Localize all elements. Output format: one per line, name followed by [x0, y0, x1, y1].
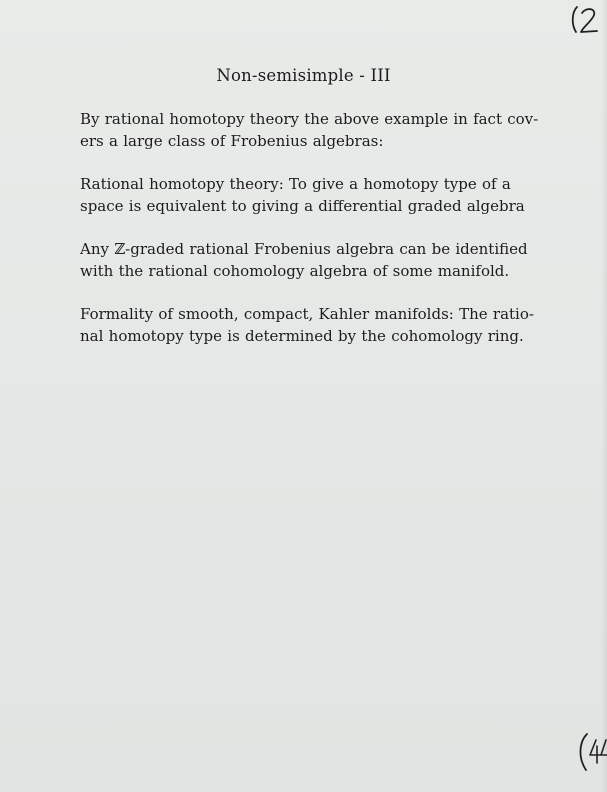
handwritten-page-number-top: [567, 2, 603, 38]
text-line: Any ℤ-graded rational Frobenius algebra can be identified: [80, 240, 528, 258]
text-line: with the rational cohomology algebra of some manifold.: [80, 262, 510, 280]
handwritten-page-number-bottom: [575, 730, 607, 774]
body-content: [80, 108, 550, 368]
text-line: nal homotopy type is determined by the cohomology ring.: [80, 327, 524, 345]
page-title: Non-semisimple - III: [216, 66, 391, 85]
text-line: Rational homotopy theory: To give a homotopy type of a: [80, 175, 511, 193]
paragraph-frobenius-algebra: [80, 238, 550, 282]
paragraph-formality-kahler: [80, 303, 550, 347]
text-line: space is equivalent to giving a differential graded algebra: [80, 197, 525, 215]
paragraph-rational-homotopy-theory: [80, 173, 550, 217]
page-edge-shadow: [601, 0, 607, 792]
text-line: By rational homotopy theory the above example in fact cov-: [80, 110, 539, 128]
paragraph-rational-homotopy-intro: [80, 108, 550, 152]
text-line: Formality of smooth, compact, Kahler manifolds: The ratio-: [80, 305, 534, 323]
text-line: ers a large class of Frobenius algebras:: [80, 132, 384, 150]
